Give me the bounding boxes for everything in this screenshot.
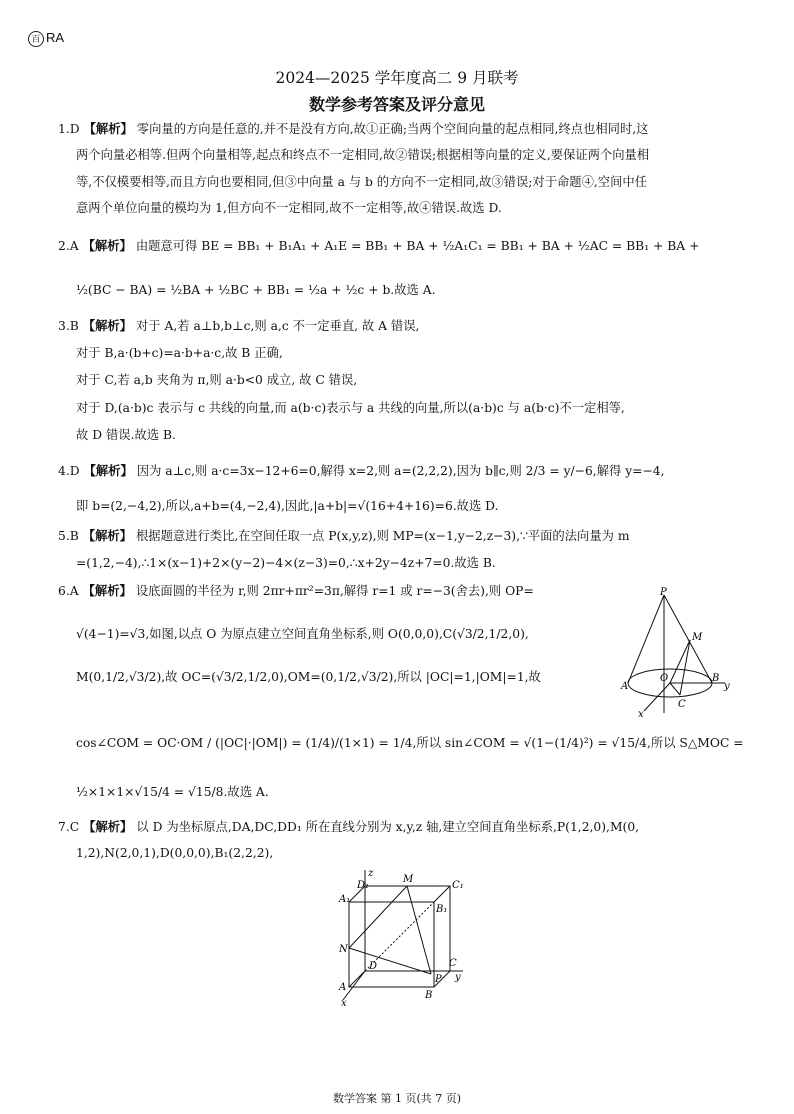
cube-label-D: D bbox=[369, 961, 378, 972]
q2-text-1: 由题意可得 BE = BB₁ + B₁A₁ + A₁E = BB₁ + BA + ½A₁C₁ = BB₁ + BA + ½AC = BB₁ + BA + bbox=[135, 239, 700, 253]
cube-label-N: N bbox=[339, 944, 348, 955]
q2-number: 2.A bbox=[58, 239, 79, 253]
segment-MC bbox=[680, 640, 690, 695]
q1-text-1: 零向量的方向是任意的,并不是没有方向,故①正确;当两个空间向量的起点相同,终点也相同时,这 bbox=[136, 122, 649, 136]
q5-number: 5.B bbox=[58, 529, 79, 543]
cube-label-P: P bbox=[435, 974, 442, 985]
q2-line-2: ½(BC − BA) = ½BA + ½BC + BB₁ = ½a + ½c + b.故选 A. bbox=[76, 283, 436, 297]
cone-label-O: O bbox=[660, 673, 669, 684]
q1-number: 1.D bbox=[58, 122, 80, 136]
q1-line-4: 意两个单位向量的模均为 1,但方向不一定相同,故不一定相等,故④错误.故选 D. bbox=[76, 201, 502, 215]
cube-label-z: z bbox=[368, 868, 374, 879]
cone-label-y: y bbox=[724, 681, 730, 692]
cube-label-B1: B₁ bbox=[436, 904, 448, 915]
q1-tag: 【解析】 bbox=[83, 121, 133, 136]
q7-text-1: 以 D 为坐标原点,DA,DC,DD₁ 所在直线分别为 x,y,z 轴,建立空间直角坐标系,P(1,2,0),M(0, bbox=[136, 820, 640, 834]
q7-tag: 【解析】 bbox=[83, 819, 133, 834]
cube-figure bbox=[335, 868, 470, 1008]
cone-figure bbox=[620, 585, 732, 720]
q6-line-4: cos∠COM = OC·OM / (|OC|·|OM|) = (1/4)/(1×1) = 1/4,所以 sin∠COM = √(1−(1/4)²) = √15/4,所以 S△MOC = bbox=[76, 736, 744, 750]
cube-label-A: A bbox=[339, 982, 347, 993]
logo-seal: 百 bbox=[28, 31, 44, 47]
q3-text-1: 对于 A,若 a⊥b,b⊥c,则 a,c 不一定垂直, 故 A 错误, bbox=[135, 319, 420, 333]
q5-tag: 【解析】 bbox=[82, 528, 132, 543]
cone-label-P: P bbox=[660, 587, 667, 598]
q3-number: 3.B bbox=[58, 319, 79, 333]
q2-line-1 bbox=[58, 238, 699, 254]
q6-line-5: ½×1×1×√15/4 = √15/8.故选 A. bbox=[76, 785, 269, 799]
segment-OM bbox=[670, 640, 690, 683]
q1-line-1 bbox=[58, 121, 648, 137]
q5-line-1 bbox=[58, 528, 630, 544]
q3-line-4: 对于 D,(a·b)c 表示与 c 共线的向量,而 a(b·c)表示与 a 共线的向量,所以(a·b)c 与 a(b·c)不一定相等, bbox=[76, 401, 625, 415]
q6-line-2: √(4−1)=√3,如图,以点 O 为原点建立空间直角坐标系,则 O(0,0,0),C(√3/2,1/2,0), bbox=[76, 627, 529, 641]
segment-OC bbox=[670, 683, 680, 695]
q6-line-3: M(0,1/2,√3/2),故 OC=(√3/2,1/2,0),OM=(0,1/2,√3/2),所以 |OC|=1,|OM|=1,故 bbox=[76, 670, 541, 684]
q1-line-3: 等,不仅模要相等,而且方向也要相同,但③中向量 a 与 b 的方向不一定相同,故③错误;对于命题④,空间中任 bbox=[76, 175, 647, 189]
q7-line-2: 1,2),N(2,0,1),D(0,0,0),B₁(2,2,2), bbox=[76, 846, 274, 860]
q6-line-1 bbox=[58, 583, 534, 599]
cube-label-B: B bbox=[425, 990, 433, 1001]
cube-label-M: M bbox=[403, 874, 414, 885]
q7-line-1 bbox=[58, 819, 639, 835]
cube-label-y: y bbox=[455, 972, 461, 983]
q7-number: 7.C bbox=[58, 820, 80, 834]
cone-label-B: B bbox=[712, 673, 720, 684]
cube-label-A1: A₁ bbox=[339, 894, 351, 905]
segment-MP bbox=[407, 886, 431, 974]
q1-line-2: 两个向量必相等.但两个向量相等,起点和终点不一定相同,故②错误;根据相等向量的定义,要保证两个向量相 bbox=[76, 148, 650, 162]
cone-label-A: A bbox=[621, 681, 629, 692]
q5-text-1: 根据题意进行类比,在空间任取一点 P(x,y,z),则 MP=(x−1,y−2,z−3),∵平面的法向量为 m bbox=[135, 529, 630, 543]
q4-line-2: 即 b=(2,−4,2),所以,a+b=(4,−2,4),因此,|a+b|=√(16+4+16)=6.故选 D. bbox=[76, 499, 499, 513]
q6-number: 6.A bbox=[58, 584, 79, 598]
q3-line-3: 对于 C,若 a,b 夹角为 π,则 a·b<0 成立, 故 C 错误, bbox=[76, 373, 358, 387]
cone-label-M: M bbox=[692, 632, 703, 643]
cube-label-C1: C₁ bbox=[452, 880, 464, 891]
logo-text: RA bbox=[46, 30, 65, 45]
cone-label-x: x bbox=[638, 709, 644, 720]
q4-text-1: 因为 a⊥c,则 a·c=3x−12+6=0,解得 x=2,则 a=(2,2,2),因为 b∥c,则 2/3 = y/−6,解得 y=−4, bbox=[136, 464, 665, 478]
q3-line-5: 故 D 错误.故选 B. bbox=[76, 428, 176, 442]
q6-tag: 【解析】 bbox=[82, 583, 132, 598]
segment-MN bbox=[349, 886, 407, 948]
q4-line-1 bbox=[58, 463, 665, 479]
q6-text-1: 设底面圆的半径为 r,则 2πr+πr²=3π,解得 r=1 或 r=−3(舍去),则 OP= bbox=[135, 584, 534, 598]
q4-tag: 【解析】 bbox=[83, 463, 133, 478]
cone-label-C: C bbox=[678, 699, 686, 710]
q3-line-1 bbox=[58, 318, 419, 334]
cube-label-x: x bbox=[341, 998, 347, 1008]
page-footer: 数学答案 第 1 页(共 7 页) bbox=[332, 1092, 462, 1105]
q5-line-2: =(1,2,−4),∴1×(x−1)+2×(y−2)−4×(z−3)=0,∴x+2y−4z+7=0.故选 B. bbox=[76, 556, 496, 570]
cube-x-axis bbox=[343, 971, 365, 1000]
answer-key-title: 数学参考答案及评分意见 bbox=[308, 95, 485, 114]
cube-label-D1: D₁ bbox=[357, 880, 370, 891]
q4-number: 4.D bbox=[58, 464, 80, 478]
q2-tag: 【解析】 bbox=[82, 238, 132, 253]
q3-line-2: 对于 B,a·(b+c)=a·b+a·c,故 B 正确, bbox=[76, 346, 283, 360]
exam-title: 2024—2025 学年度高二 9 月联考 bbox=[275, 69, 519, 87]
cube-label-C: C bbox=[449, 958, 457, 969]
q3-tag: 【解析】 bbox=[82, 318, 132, 333]
publisher-logo bbox=[28, 30, 64, 47]
segment-NP bbox=[349, 948, 431, 974]
